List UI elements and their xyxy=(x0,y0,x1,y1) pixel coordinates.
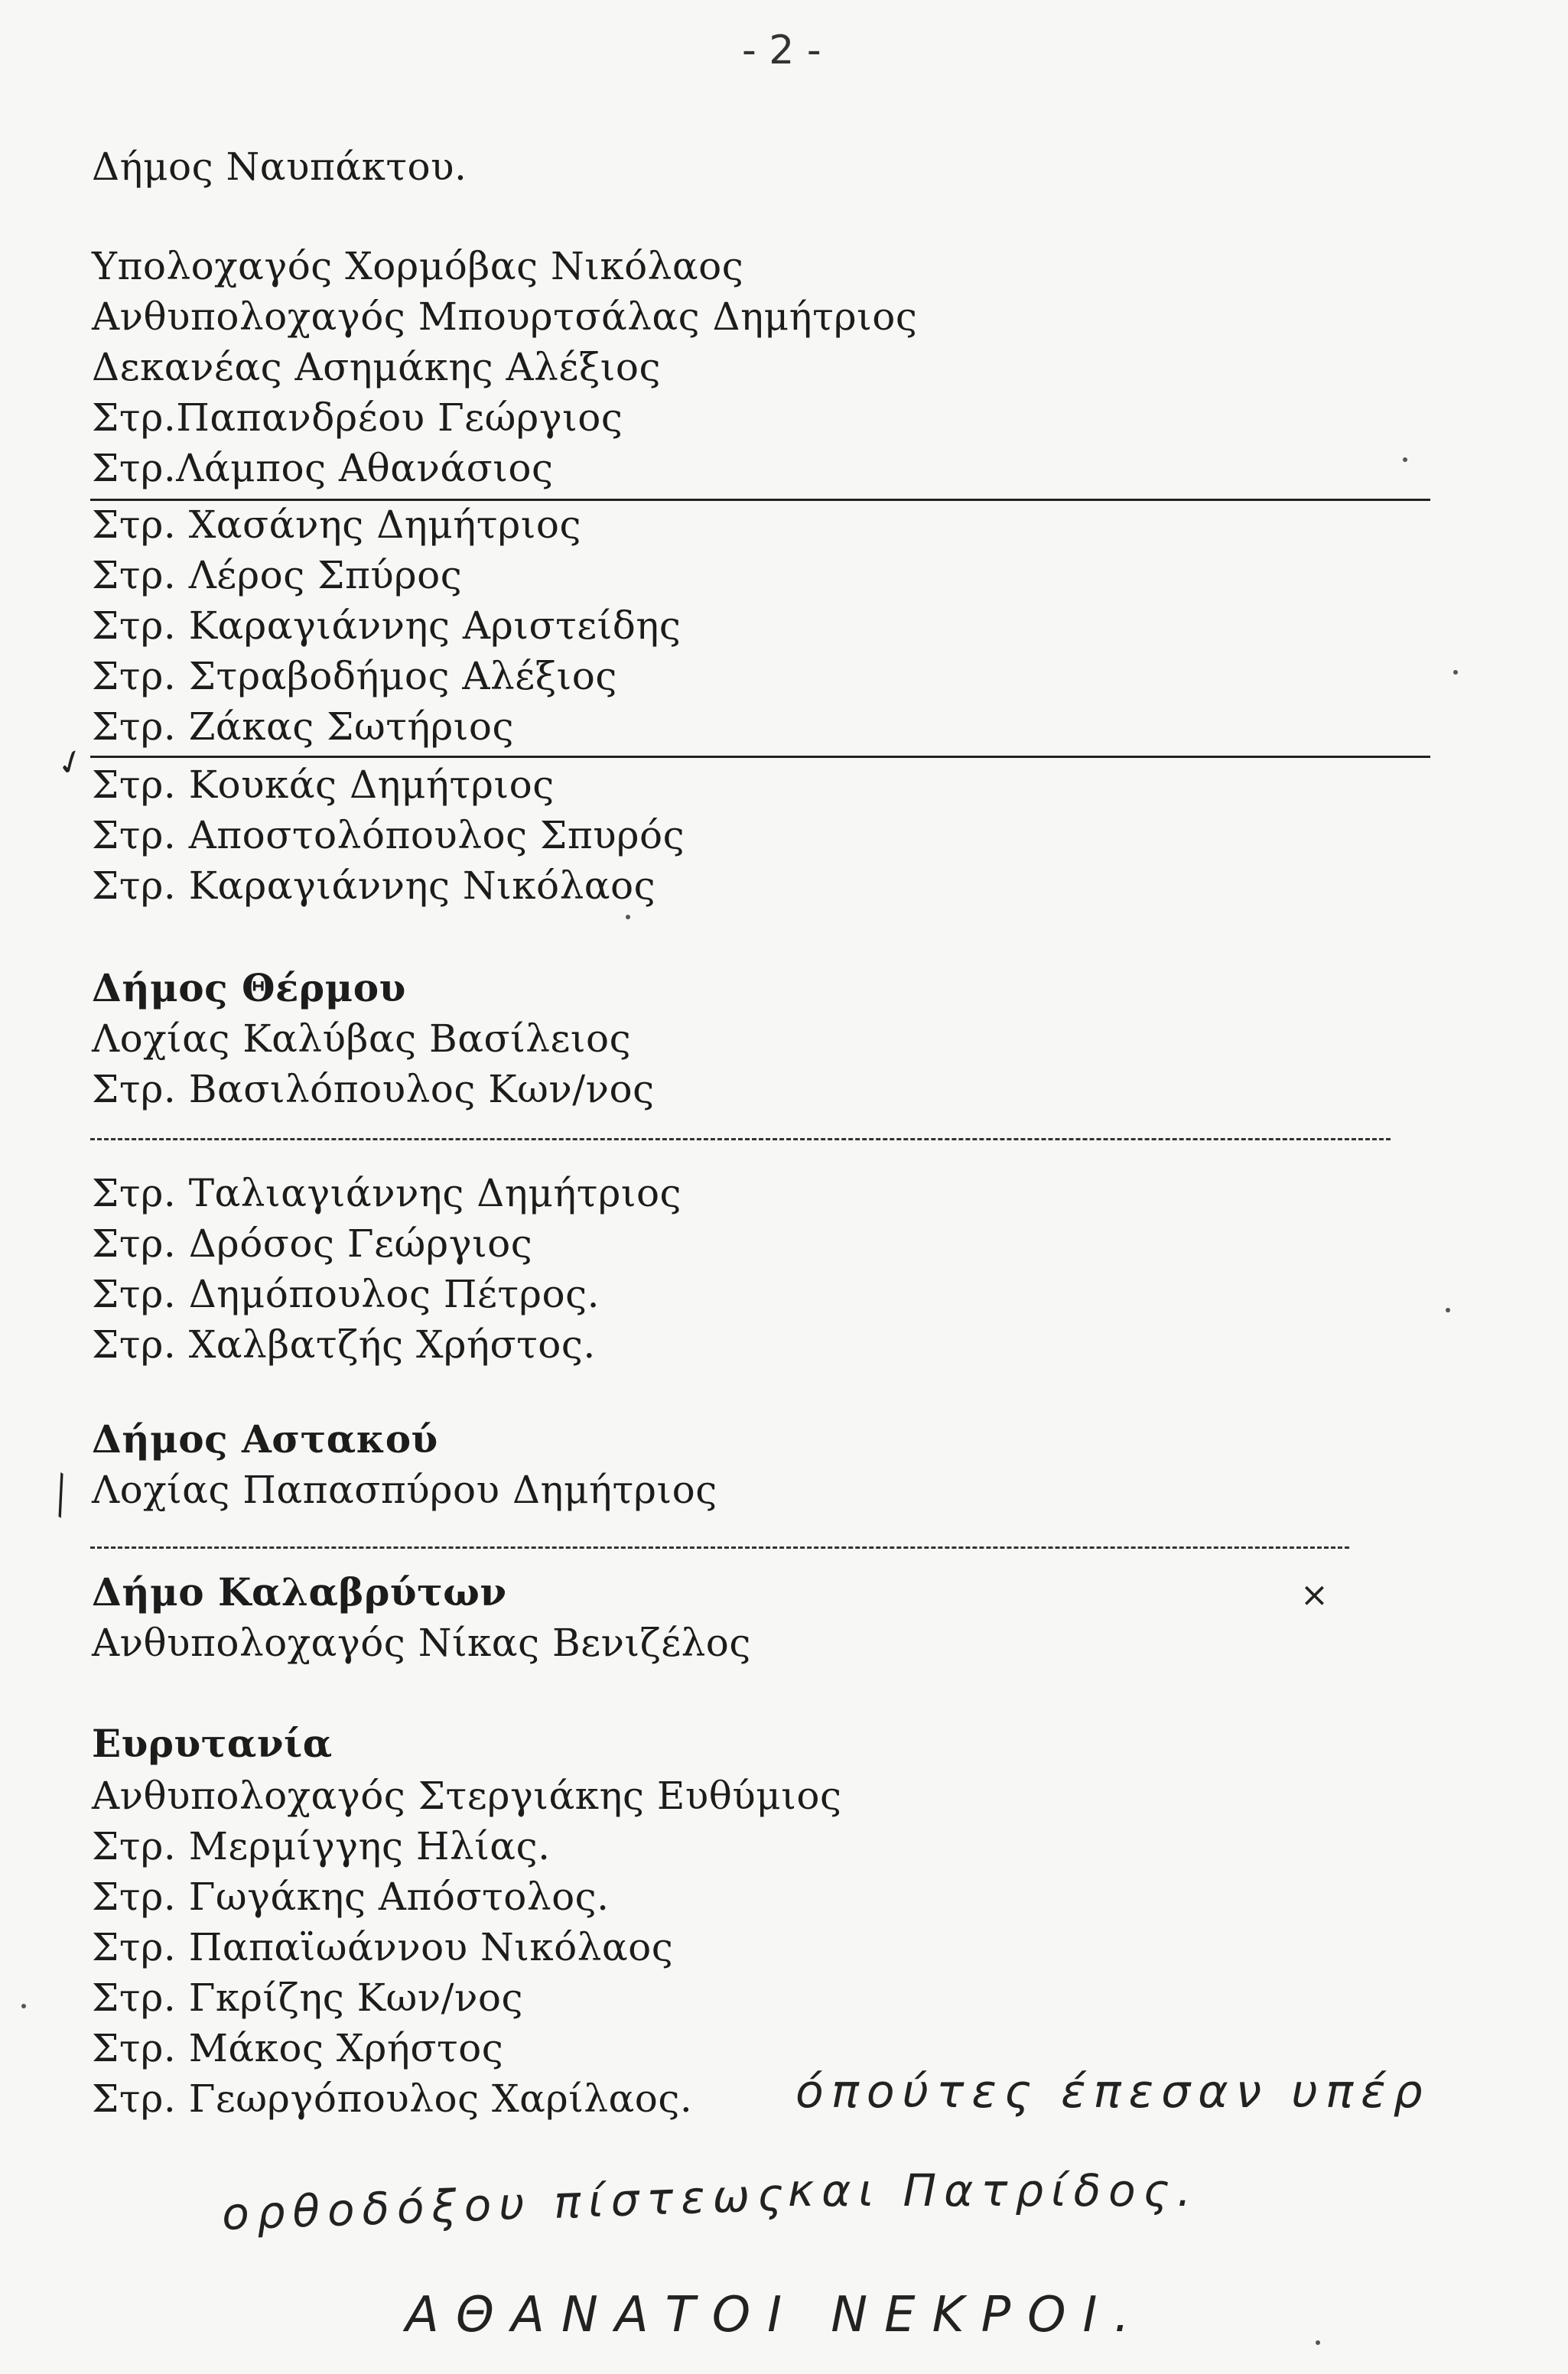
name-line: Στρ.Παπανδρέου Γεώργιος xyxy=(92,395,623,440)
section-heading-evrytania: Ευρυτανία xyxy=(92,1721,333,1766)
page-number: - 2 - xyxy=(742,28,821,73)
name-line: Ανθυπολοχαγός Μπουρτσάλας Δημήτριος xyxy=(92,294,918,339)
dashed-divider xyxy=(90,1138,1391,1140)
handwritten-line-2-left: ορθοδόξου πίστεως xyxy=(221,2168,792,2240)
name-line: Στρ. Δημόπουλος Πέτρος. xyxy=(92,1272,600,1316)
section-heading-nafpaktos: Δήμος Ναυπάκτου. xyxy=(92,145,467,189)
name-line: Στρ. Γωγάκης Απόστολος. xyxy=(92,1875,610,1919)
name-line: Στρ. Χαλβατζής Χρήστος. xyxy=(92,1322,596,1367)
name-line: Λοχίας Παπασπύρου Δημήτριος xyxy=(92,1468,717,1512)
scan-speck xyxy=(1403,457,1407,462)
name-line: Στρ. Αποστολόπουλος Σπυρός xyxy=(92,813,685,857)
name-line: Στρ. Καραγιάννης Αριστείδης xyxy=(92,603,682,648)
name-line: Στρ. Μάκος Χρήστος xyxy=(92,2026,504,2070)
name-line: Στρ. Ζάκας Σωτήριος xyxy=(92,704,514,749)
cross-mark-icon: ⨯ xyxy=(1300,1576,1329,1615)
scan-speck xyxy=(21,2004,26,2008)
name-line: Υπολοχαγός Χορμόβας Νικόλαος xyxy=(92,244,744,288)
name-line: Στρ.Λάμπος Αθανάσιος xyxy=(92,446,554,490)
name-line: Στρ. Καραγιάννης Νικόλαος xyxy=(92,863,656,908)
name-line: Δεκανέας Ασημάκης Αλέξιος xyxy=(92,345,661,389)
name-line: Στρ. Λέρος Σπύρος xyxy=(92,553,463,597)
section-heading-astakos: Δήμος Αστακού xyxy=(92,1416,438,1462)
name-line: Στρ. Βασιλόπουλος Κων/νος xyxy=(92,1067,655,1111)
name-line: Στρ. Μερμίγγης Ηλίας. xyxy=(92,1824,551,1868)
name-line: Ανθυπολοχαγός Στεργιάκης Ευθύμιος xyxy=(92,1774,842,1818)
divider-line xyxy=(90,756,1430,758)
name-line: Στρ. Χασάνης Δημήτριος xyxy=(92,502,581,547)
scan-speck xyxy=(1446,1308,1450,1312)
name-line: Στρ. Γεωργόπουλος Χαρίλαος. xyxy=(92,2076,693,2121)
name-line: Στρ. Παπαϊωάννου Νικόλαος xyxy=(92,1925,674,1969)
name-line: Στρ. Στραβοδήμος Αλέξιος xyxy=(92,654,617,698)
tick-mark-icon: ╲ xyxy=(42,1473,80,1518)
handwritten-line-2-right: και Πατρίδος. xyxy=(788,2164,1199,2216)
divider-line xyxy=(90,499,1430,501)
name-line: Στρ. Κουκάς Δημήτριος xyxy=(92,763,555,807)
scan-speck xyxy=(1316,2340,1320,2345)
scan-speck xyxy=(626,915,630,919)
name-line: Στρ. Ταλιαγιάννης Δημήτριος xyxy=(92,1171,682,1215)
section-heading-thermo: Δήμος Θέρμου xyxy=(92,965,406,1010)
name-line: Ανθυπολοχαγός Νίκας Βενιζέλος xyxy=(92,1621,751,1665)
name-line: Στρ. Δρόσος Γεώργιος xyxy=(92,1221,533,1266)
scan-speck xyxy=(1453,670,1458,675)
handwritten-line-1: όπούτες έπεσαν υπέρ xyxy=(795,2065,1430,2119)
section-heading-kalavryta: Δήμο Καλαβρύτων xyxy=(92,1569,507,1615)
name-line: Λοχίας Καλύβας Βασίλειος xyxy=(92,1016,632,1061)
check-mark-icon: ✓ xyxy=(50,740,91,786)
name-line: Στρ. Γκρίζης Κων/νος xyxy=(92,1976,523,2020)
handwritten-line-3: ΑΘΑΝΑΤΟΙ ΝΕΚΡΟΙ. xyxy=(405,2287,1147,2343)
dashed-divider xyxy=(90,1546,1349,1549)
